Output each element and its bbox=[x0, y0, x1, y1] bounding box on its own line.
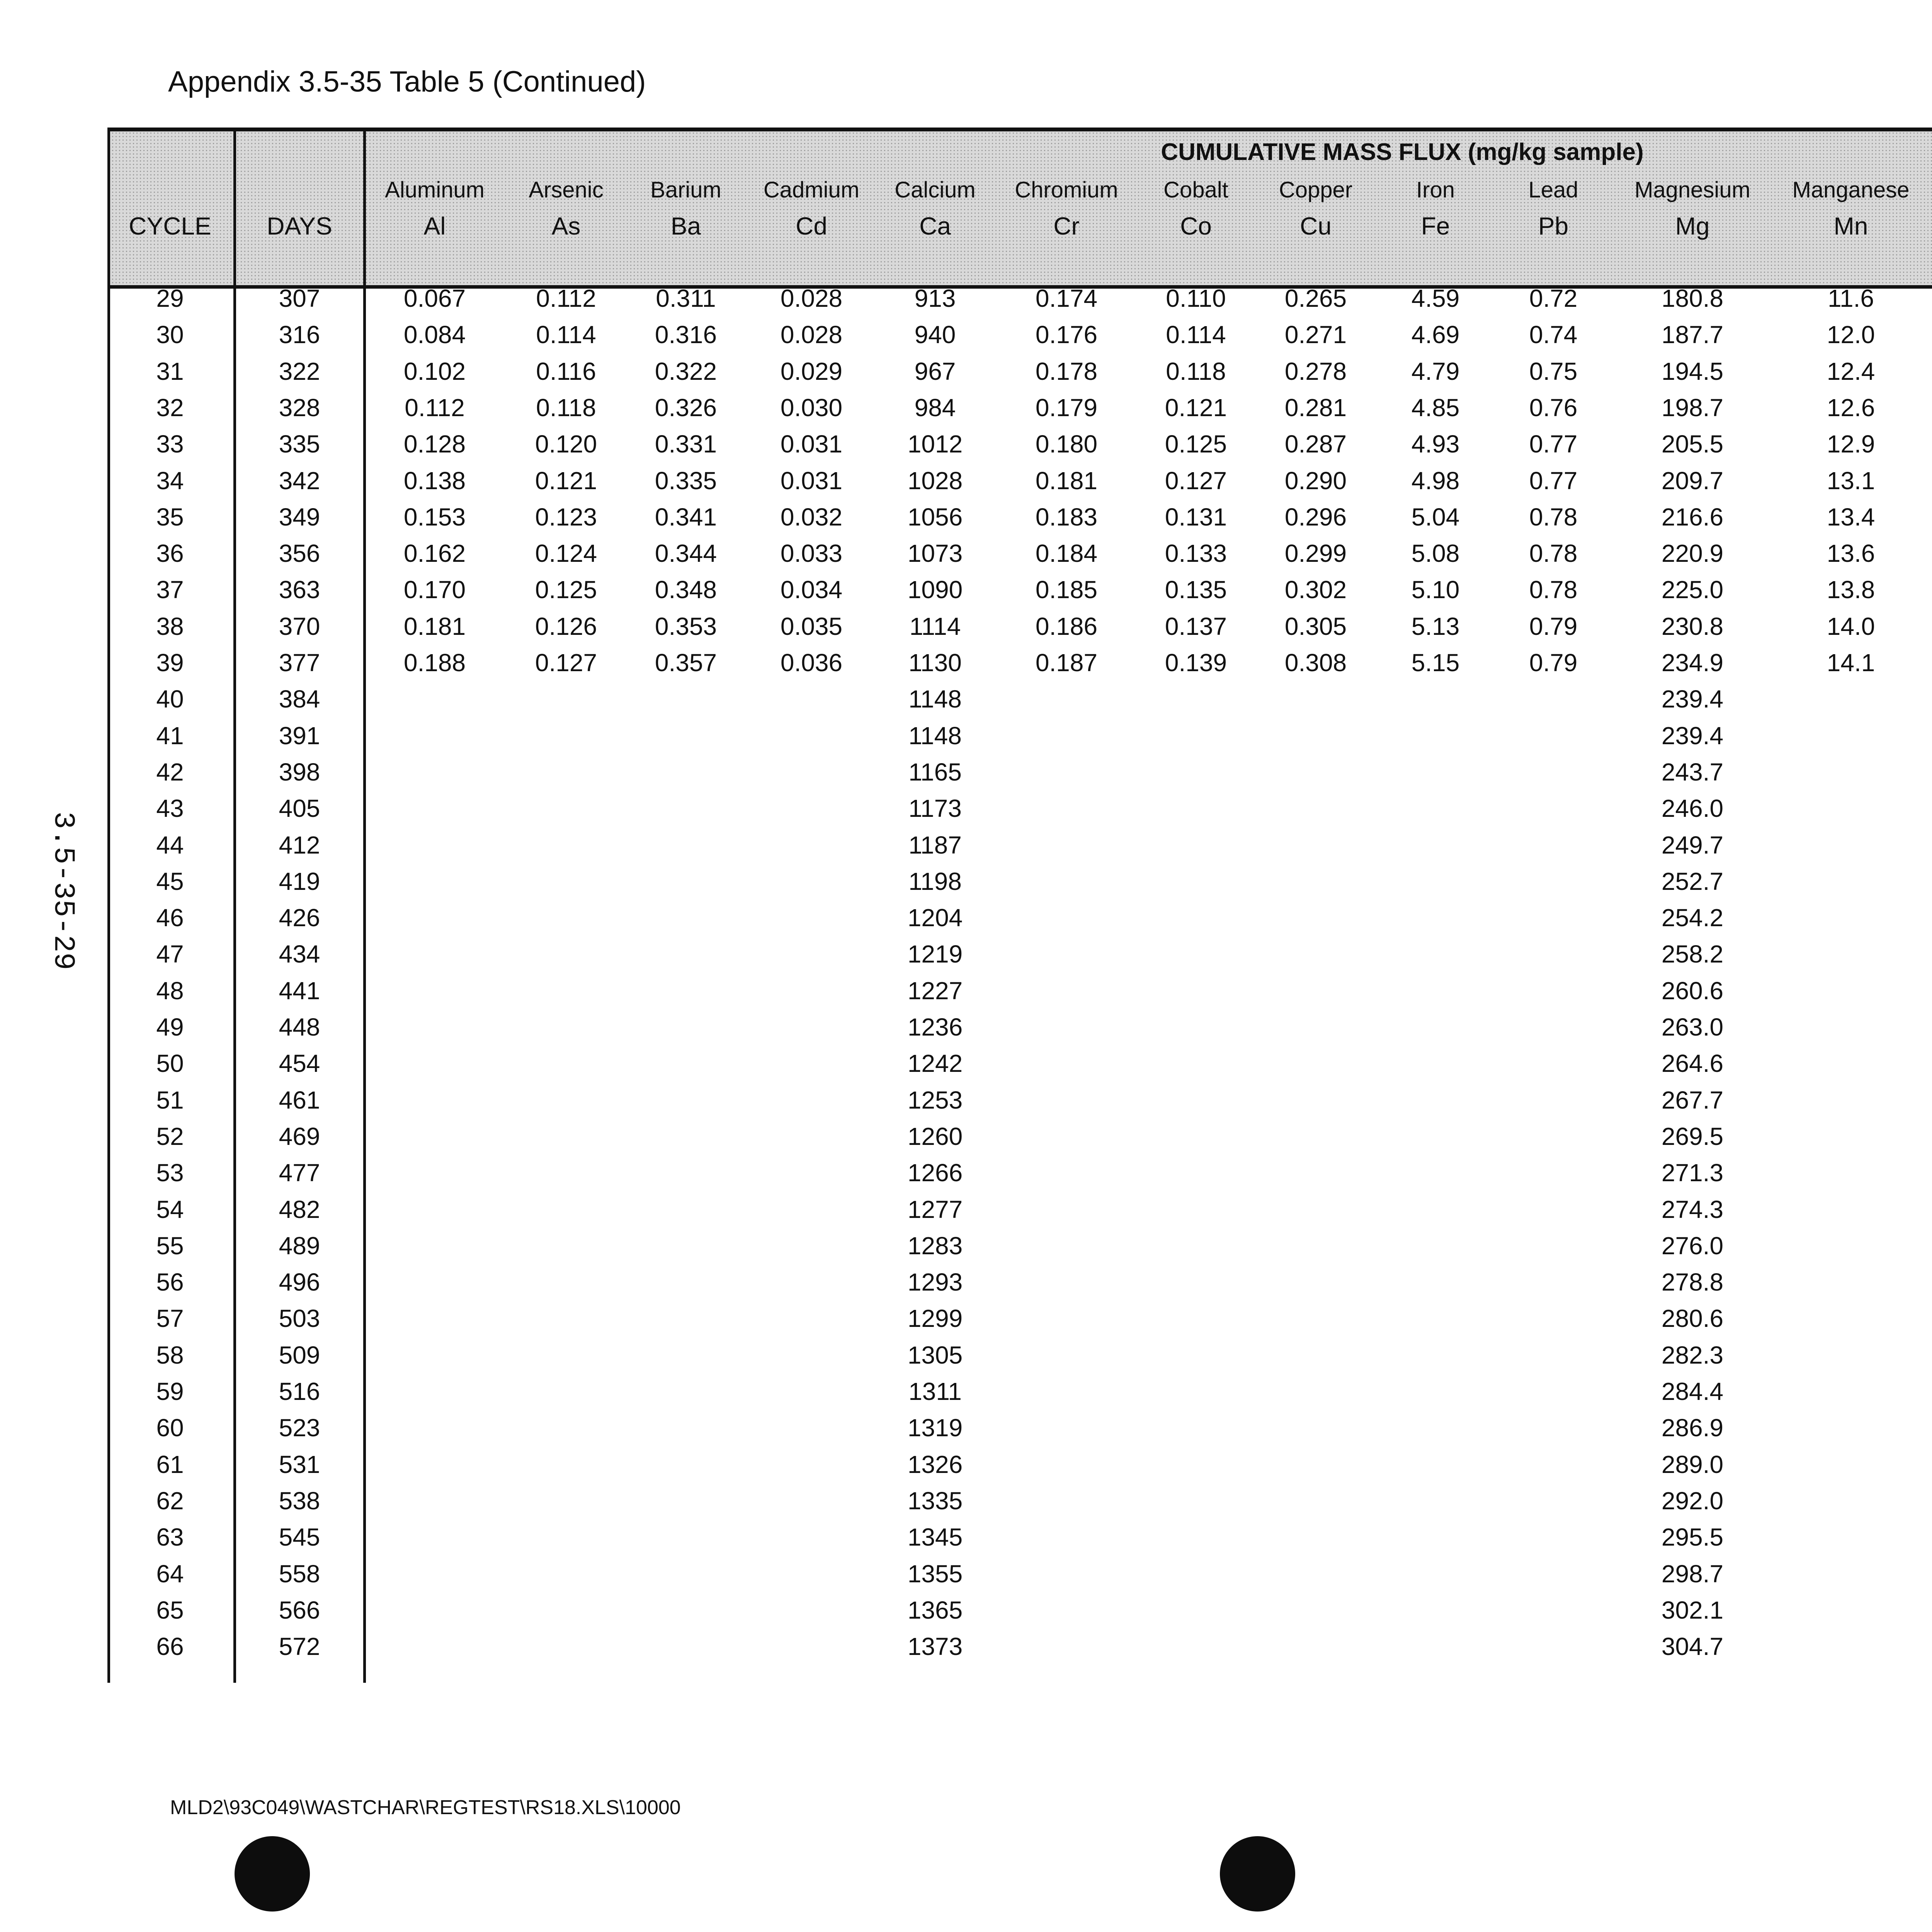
cycle-cell: 62 bbox=[156, 1486, 184, 1515]
cycle-cell: 38 bbox=[156, 612, 184, 640]
flux-cell: 0.033 bbox=[780, 539, 843, 568]
flux-cell: 264.6 bbox=[1661, 1049, 1724, 1078]
column-divider bbox=[363, 128, 366, 1683]
flux-cell: 180.8 bbox=[1661, 284, 1724, 312]
days-cell: 441 bbox=[279, 976, 320, 1005]
flux-cell: 274.3 bbox=[1661, 1195, 1724, 1223]
days-cell: 454 bbox=[279, 1049, 320, 1078]
flux-cell: 0.123 bbox=[535, 503, 597, 531]
flux-cell: 0.162 bbox=[403, 539, 466, 568]
days-cell: 516 bbox=[279, 1378, 320, 1405]
cycle-cell: 35 bbox=[156, 503, 184, 531]
flux-cell: 0.78 bbox=[1529, 539, 1578, 568]
flux-cell: 0.278 bbox=[1284, 357, 1347, 385]
days-cell: 496 bbox=[279, 1268, 320, 1296]
cycle-cell: 50 bbox=[156, 1049, 184, 1078]
cycle-cell: 33 bbox=[156, 430, 184, 458]
flux-cell: 0.170 bbox=[403, 576, 466, 604]
flux-cell: 0.133 bbox=[1165, 539, 1227, 568]
days-cell: 328 bbox=[279, 393, 320, 422]
flux-cell: 239.4 bbox=[1661, 721, 1724, 750]
flux-cell: 0.139 bbox=[1165, 649, 1227, 677]
days-cell: 482 bbox=[279, 1195, 320, 1223]
flux-cell: 13.4 bbox=[1827, 503, 1875, 531]
cycle-cell: 46 bbox=[156, 904, 184, 932]
flux-cell: 220.9 bbox=[1661, 539, 1724, 568]
flux-cell: 984 bbox=[914, 393, 956, 422]
cycle-cell: 32 bbox=[156, 393, 184, 422]
flux-cell: 1266 bbox=[907, 1159, 963, 1187]
days-cell: 316 bbox=[279, 321, 320, 349]
flux-cell: 304.7 bbox=[1661, 1633, 1724, 1661]
flux-cell: 11.6 bbox=[1828, 284, 1874, 312]
flux-cell: 0.031 bbox=[780, 466, 843, 495]
days-cell: 370 bbox=[279, 612, 320, 640]
flux-cell: 286.9 bbox=[1661, 1414, 1724, 1442]
flux-cell: 205.5 bbox=[1661, 430, 1724, 458]
flux-cell: 1227 bbox=[907, 976, 963, 1005]
flux-cell: 209.7 bbox=[1661, 466, 1724, 495]
flux-cell: 0.138 bbox=[403, 466, 466, 495]
flux-cell: 0.357 bbox=[655, 649, 717, 677]
flux-cell: 913 bbox=[914, 284, 956, 312]
flux-cell: 0.331 bbox=[655, 430, 717, 458]
flux-cell: 1165 bbox=[908, 758, 962, 786]
flux-cell: 0.120 bbox=[535, 430, 597, 458]
flux-cell: 13.6 bbox=[1827, 539, 1875, 568]
flux-cell: 0.121 bbox=[1165, 393, 1227, 422]
flux-cell: 0.181 bbox=[1035, 466, 1098, 495]
cycle-cell: 47 bbox=[156, 940, 184, 968]
flux-cell: 12.0 bbox=[1827, 321, 1875, 349]
flux-cell: 0.326 bbox=[655, 393, 717, 422]
flux-cell: 0.084 bbox=[403, 321, 466, 349]
cycle-cell: 64 bbox=[156, 1560, 184, 1588]
flux-cell: 5.08 bbox=[1411, 539, 1460, 568]
flux-cell: 4.98 bbox=[1411, 466, 1460, 495]
flux-cell: 1130 bbox=[908, 649, 962, 677]
flux-cell: 0.335 bbox=[655, 466, 717, 495]
days-cell: 307 bbox=[279, 284, 320, 312]
flux-cell: 0.77 bbox=[1529, 430, 1578, 458]
flux-cell: 1326 bbox=[907, 1450, 963, 1478]
flux-cell: 1365 bbox=[907, 1596, 963, 1624]
flux-cell: 271.3 bbox=[1661, 1159, 1724, 1187]
days-cell: 489 bbox=[279, 1231, 320, 1260]
flux-cell: 0.77 bbox=[1529, 466, 1578, 495]
cycle-cell: 54 bbox=[156, 1195, 184, 1223]
element-name-header: Calcium bbox=[895, 177, 976, 202]
flux-cell: 230.8 bbox=[1661, 612, 1724, 640]
flux-cell: 0.028 bbox=[780, 284, 843, 312]
flux-cell: 5.15 bbox=[1411, 649, 1460, 677]
flux-cell: 1073 bbox=[907, 539, 963, 568]
flux-cell: 0.114 bbox=[1166, 321, 1226, 349]
flux-cell: 967 bbox=[914, 357, 956, 385]
flux-cell: 0.035 bbox=[780, 612, 843, 640]
flux-cell: 0.296 bbox=[1284, 503, 1347, 531]
flux-cell: 12.6 bbox=[1827, 393, 1875, 422]
days-cell: 509 bbox=[279, 1341, 320, 1369]
days-cell: 523 bbox=[279, 1414, 320, 1442]
flux-cell: 0.032 bbox=[780, 503, 843, 531]
flux-cell: 5.04 bbox=[1411, 503, 1460, 531]
days-cell: 419 bbox=[279, 867, 320, 895]
flux-cell: 225.0 bbox=[1661, 576, 1724, 604]
flux-cell: 0.137 bbox=[1165, 612, 1227, 640]
flux-cell: 0.125 bbox=[535, 576, 597, 604]
days-cell: 558 bbox=[279, 1560, 320, 1588]
page-number-side-label: 3.5-35-29 bbox=[46, 811, 80, 970]
flux-cell: 0.102 bbox=[403, 357, 466, 385]
flux-cell: 0.341 bbox=[655, 503, 717, 531]
flux-cell: 0.125 bbox=[1165, 430, 1227, 458]
flux-cell: 0.316 bbox=[655, 321, 717, 349]
flux-cell: 0.78 bbox=[1529, 503, 1578, 531]
flux-cell: 0.187 bbox=[1035, 649, 1098, 677]
flux-cell: 0.305 bbox=[1284, 612, 1347, 640]
flux-cell: 1012 bbox=[907, 430, 963, 458]
flux-cell: 0.79 bbox=[1529, 649, 1578, 677]
flux-cell: 267.7 bbox=[1661, 1086, 1724, 1114]
flux-cell: 4.79 bbox=[1411, 357, 1460, 385]
cycle-cell: 29 bbox=[156, 284, 184, 312]
flux-cell: 0.067 bbox=[403, 284, 466, 312]
days-cell: 538 bbox=[279, 1486, 320, 1515]
element-symbol-header: Al bbox=[423, 212, 446, 240]
element-name-header: Arsenic bbox=[529, 177, 604, 202]
cycle-cell: 53 bbox=[156, 1159, 184, 1187]
element-name-header: Manganese bbox=[1792, 177, 1910, 202]
flux-cell: 1283 bbox=[907, 1231, 963, 1260]
flux-cell: 1056 bbox=[907, 503, 963, 531]
cycle-cell: 55 bbox=[156, 1231, 184, 1260]
flux-cell: 0.029 bbox=[780, 357, 843, 385]
cycle-cell: 44 bbox=[156, 831, 184, 859]
flux-cell: 1028 bbox=[907, 466, 963, 495]
flux-cell: 1260 bbox=[907, 1122, 963, 1150]
flux-cell: 1173 bbox=[908, 794, 962, 823]
flux-cell: 0.127 bbox=[1165, 466, 1227, 495]
flux-cell: 1090 bbox=[907, 576, 963, 604]
flux-cell: 1253 bbox=[907, 1086, 963, 1114]
cycle-cell: 36 bbox=[156, 539, 184, 568]
days-cell: 342 bbox=[279, 466, 320, 495]
cycle-cell: 51 bbox=[156, 1086, 184, 1114]
cycle-cell: 30 bbox=[156, 321, 184, 349]
flux-cell: 0.185 bbox=[1035, 576, 1098, 604]
flux-cell: 0.348 bbox=[655, 576, 717, 604]
flux-cell: 1373 bbox=[907, 1633, 963, 1661]
element-symbol-header: Fe bbox=[1421, 212, 1450, 240]
flux-cell: 280.6 bbox=[1661, 1304, 1724, 1333]
element-symbol-header: Ba bbox=[670, 212, 701, 240]
element-symbol-header: Ca bbox=[919, 212, 951, 240]
flux-cell: 0.124 bbox=[535, 539, 597, 568]
flux-cell: 295.5 bbox=[1661, 1523, 1724, 1551]
flux-cell: 302.1 bbox=[1661, 1596, 1724, 1624]
flux-cell: 234.9 bbox=[1661, 649, 1724, 677]
cycle-cell: 39 bbox=[156, 649, 184, 677]
flux-cell: 194.5 bbox=[1661, 357, 1724, 385]
flux-cell: 0.036 bbox=[780, 649, 843, 677]
flux-cell: 4.69 bbox=[1411, 321, 1460, 349]
flux-cell: 0.281 bbox=[1284, 393, 1347, 422]
days-cell: 391 bbox=[279, 721, 320, 750]
days-cell: 335 bbox=[279, 430, 320, 458]
element-symbol-header: Co bbox=[1180, 212, 1212, 240]
flux-cell: 1305 bbox=[907, 1341, 963, 1369]
cycle-cell: 37 bbox=[156, 576, 184, 604]
flux-cell: 258.2 bbox=[1661, 940, 1724, 968]
days-cell: 434 bbox=[279, 940, 320, 968]
flux-cell: 269.5 bbox=[1661, 1122, 1724, 1150]
flux-cell: 0.031 bbox=[780, 430, 843, 458]
punch-hole-center bbox=[1220, 1836, 1295, 1912]
days-cell: 477 bbox=[279, 1159, 320, 1187]
flux-cell: 0.76 bbox=[1529, 393, 1578, 422]
element-symbol-header: As bbox=[551, 212, 581, 240]
flux-cell: 13.1 bbox=[1827, 466, 1875, 495]
flux-cell: 4.85 bbox=[1411, 393, 1460, 422]
flux-cell: 0.176 bbox=[1035, 321, 1098, 349]
flux-cell: 0.265 bbox=[1284, 284, 1347, 312]
cycle-cell: 58 bbox=[156, 1341, 184, 1369]
flux-cell: 1355 bbox=[907, 1560, 963, 1588]
days-cell: 448 bbox=[279, 1013, 320, 1041]
column-divider bbox=[233, 128, 236, 1683]
flux-cell: 0.299 bbox=[1284, 539, 1347, 568]
days-cell: 531 bbox=[279, 1450, 320, 1478]
flux-cell: 1242 bbox=[907, 1049, 963, 1078]
element-name-header: Lead bbox=[1528, 177, 1578, 202]
flux-cell: 278.8 bbox=[1661, 1268, 1724, 1296]
flux-cell: 0.322 bbox=[655, 357, 717, 385]
flux-cell: 1148 bbox=[908, 685, 962, 713]
days-cell: 384 bbox=[279, 685, 320, 713]
flux-cell: 0.179 bbox=[1035, 393, 1098, 422]
flux-cell: 0.271 bbox=[1284, 321, 1347, 349]
days-cell: 426 bbox=[279, 904, 320, 932]
element-symbol-header: Cu bbox=[1300, 212, 1332, 240]
flux-cell: 0.79 bbox=[1529, 612, 1578, 640]
flux-cell: 14.1 bbox=[1827, 649, 1875, 677]
days-cell: 398 bbox=[279, 758, 320, 786]
flux-cell: 0.344 bbox=[655, 539, 717, 568]
flux-cell: 0.127 bbox=[535, 649, 597, 677]
element-symbol-header: Cd bbox=[796, 212, 827, 240]
flux-cell: 276.0 bbox=[1661, 1231, 1724, 1260]
flux-cell: 0.75 bbox=[1529, 357, 1578, 385]
cycle-cell: 34 bbox=[156, 466, 184, 495]
flux-cell: 0.116 bbox=[536, 357, 596, 385]
flux-cell: 0.110 bbox=[1166, 284, 1226, 312]
flux-cell: 1311 bbox=[908, 1378, 962, 1405]
flux-cell: 298.7 bbox=[1661, 1560, 1724, 1588]
flux-cell: 12.4 bbox=[1827, 357, 1875, 385]
page-title: Appendix 3.5-35 Table 5 (Continued) bbox=[168, 65, 646, 98]
flux-cell: 0.186 bbox=[1035, 612, 1098, 640]
element-name-header: Iron bbox=[1416, 177, 1455, 202]
days-cell: 322 bbox=[279, 357, 320, 385]
cycle-cell: 49 bbox=[156, 1013, 184, 1041]
cycle-cell: 52 bbox=[156, 1122, 184, 1150]
flux-cell: 0.311 bbox=[656, 284, 716, 312]
flux-cell: 0.287 bbox=[1284, 430, 1347, 458]
flux-cell: 252.7 bbox=[1661, 867, 1724, 895]
cycle-cell: 60 bbox=[156, 1414, 184, 1442]
cycle-cell: 45 bbox=[156, 867, 184, 895]
flux-cell: 1198 bbox=[908, 867, 962, 895]
days-header: DAYS bbox=[267, 212, 332, 240]
flux-cell: 1204 bbox=[907, 904, 963, 932]
flux-cell: 1236 bbox=[907, 1013, 963, 1041]
flux-cell: 198.7 bbox=[1661, 393, 1724, 422]
flux-cell: 0.121 bbox=[535, 466, 597, 495]
flux-cell: 14.0 bbox=[1827, 612, 1875, 640]
cycle-cell: 57 bbox=[156, 1304, 184, 1333]
flux-cell: 292.0 bbox=[1661, 1486, 1724, 1515]
cycle-cell: 56 bbox=[156, 1268, 184, 1296]
days-cell: 363 bbox=[279, 576, 320, 604]
flux-cell: 282.3 bbox=[1661, 1341, 1724, 1369]
group-header: CUMULATIVE MASS FLUX (mg/kg sample) bbox=[1161, 139, 1644, 165]
flux-cell: 243.7 bbox=[1661, 758, 1724, 786]
flux-cell: 1187 bbox=[908, 831, 962, 859]
flux-cell: 0.302 bbox=[1284, 576, 1347, 604]
flux-cell: 0.030 bbox=[780, 393, 843, 422]
flux-cell: 263.0 bbox=[1661, 1013, 1724, 1041]
element-name-header: Magnesium bbox=[1634, 177, 1750, 202]
element-name-header: Cadmium bbox=[763, 177, 860, 202]
flux-cell: 0.126 bbox=[535, 612, 597, 640]
days-cell: 356 bbox=[279, 539, 320, 568]
days-cell: 566 bbox=[279, 1596, 320, 1624]
punch-hole-left bbox=[235, 1836, 310, 1912]
flux-cell: 0.290 bbox=[1284, 466, 1347, 495]
flux-cell: 0.180 bbox=[1035, 430, 1098, 458]
flux-cell: 0.181 bbox=[403, 612, 466, 640]
flux-cell: 0.128 bbox=[403, 430, 466, 458]
flux-cell: 4.93 bbox=[1411, 430, 1460, 458]
flux-cell: 0.74 bbox=[1529, 321, 1578, 349]
flux-cell: 289.0 bbox=[1661, 1450, 1724, 1478]
days-cell: 545 bbox=[279, 1523, 320, 1551]
days-cell: 412 bbox=[279, 831, 320, 859]
flux-cell: 0.308 bbox=[1284, 649, 1347, 677]
cycle-cell: 40 bbox=[156, 685, 184, 713]
cycle-header: CYCLE bbox=[129, 212, 211, 240]
flux-cell: 216.6 bbox=[1661, 503, 1724, 531]
flux-cell: 1114 bbox=[909, 612, 961, 640]
cycle-cell: 31 bbox=[156, 357, 184, 385]
flux-cell: 187.7 bbox=[1661, 321, 1724, 349]
flux-cell: 1299 bbox=[907, 1304, 963, 1333]
flux-cell: 0.183 bbox=[1035, 503, 1098, 531]
flux-cell: 0.112 bbox=[405, 393, 465, 422]
flux-cell: 0.131 bbox=[1165, 503, 1227, 531]
cycle-cell: 66 bbox=[156, 1633, 184, 1661]
flux-cell: 0.034 bbox=[780, 576, 843, 604]
flux-cell: 0.353 bbox=[655, 612, 717, 640]
flux-cell: 0.118 bbox=[536, 393, 596, 422]
days-cell: 349 bbox=[279, 503, 320, 531]
flux-cell: 0.114 bbox=[536, 321, 596, 349]
flux-cell: 249.7 bbox=[1661, 831, 1724, 859]
days-cell: 461 bbox=[279, 1086, 320, 1114]
flux-cell: 0.72 bbox=[1529, 284, 1578, 312]
flux-cell: 1219 bbox=[907, 940, 963, 968]
flux-cell: 254.2 bbox=[1661, 904, 1724, 932]
flux-cell: 1148 bbox=[908, 721, 962, 750]
cycle-cell: 59 bbox=[156, 1378, 184, 1405]
cycle-cell: 48 bbox=[156, 976, 184, 1005]
flux-cell: 239.4 bbox=[1661, 685, 1724, 713]
flux-cell: 0.188 bbox=[403, 649, 466, 677]
flux-cell: 5.10 bbox=[1411, 576, 1460, 604]
days-cell: 503 bbox=[279, 1304, 320, 1333]
flux-cell: 1335 bbox=[907, 1486, 963, 1515]
days-cell: 572 bbox=[279, 1633, 320, 1661]
flux-cell: 1277 bbox=[907, 1195, 963, 1223]
flux-cell: 0.153 bbox=[403, 503, 466, 531]
flux-cell: 0.178 bbox=[1035, 357, 1098, 385]
flux-cell: 0.78 bbox=[1529, 576, 1578, 604]
flux-cell: 0.112 bbox=[536, 284, 596, 312]
element-name-header: Copper bbox=[1279, 177, 1353, 202]
flux-cell: 0.184 bbox=[1035, 539, 1098, 568]
flux-cell: 0.135 bbox=[1165, 576, 1227, 604]
element-symbol-header: Pb bbox=[1538, 212, 1569, 240]
cycle-cell: 63 bbox=[156, 1523, 184, 1551]
flux-cell: 1293 bbox=[907, 1268, 963, 1296]
element-symbol-header: Cr bbox=[1053, 212, 1080, 240]
cycle-cell: 65 bbox=[156, 1596, 184, 1624]
element-symbol-header: Mn bbox=[1833, 212, 1868, 240]
flux-cell: 940 bbox=[914, 321, 956, 349]
element-name-header: Barium bbox=[650, 177, 721, 202]
flux-cell: 0.028 bbox=[780, 321, 843, 349]
header-bottom-border bbox=[107, 285, 1932, 289]
flux-cell: 246.0 bbox=[1661, 794, 1724, 823]
element-symbol-header: Mg bbox=[1675, 212, 1710, 240]
flux-cell: 5.13 bbox=[1411, 612, 1460, 640]
days-cell: 377 bbox=[279, 649, 320, 677]
flux-cell: 12.9 bbox=[1827, 430, 1875, 458]
element-name-header: Chromium bbox=[1015, 177, 1118, 202]
column-divider bbox=[107, 128, 110, 1683]
flux-cell: 1319 bbox=[907, 1414, 963, 1442]
flux-cell: 284.4 bbox=[1661, 1378, 1724, 1405]
element-name-header: Aluminum bbox=[385, 177, 485, 202]
flux-cell: 13.8 bbox=[1827, 576, 1875, 604]
days-cell: 469 bbox=[279, 1122, 320, 1150]
flux-cell: 260.6 bbox=[1661, 976, 1724, 1005]
cycle-cell: 42 bbox=[156, 758, 184, 786]
flux-cell: 0.118 bbox=[1166, 357, 1226, 385]
flux-cell: 0.174 bbox=[1035, 284, 1098, 312]
element-name-header: Cobalt bbox=[1163, 177, 1228, 202]
table-top-border bbox=[107, 128, 1932, 131]
flux-cell: 4.59 bbox=[1411, 284, 1460, 312]
days-cell: 405 bbox=[279, 794, 320, 823]
cycle-cell: 61 bbox=[156, 1450, 184, 1478]
cycle-cell: 43 bbox=[156, 794, 184, 823]
footer-file-path: MLD2\93C049\WASTCHAR\REGTEST\RS18.XLS\10000 bbox=[170, 1796, 681, 1819]
flux-cell: 1345 bbox=[907, 1523, 963, 1551]
cycle-cell: 41 bbox=[156, 721, 184, 750]
